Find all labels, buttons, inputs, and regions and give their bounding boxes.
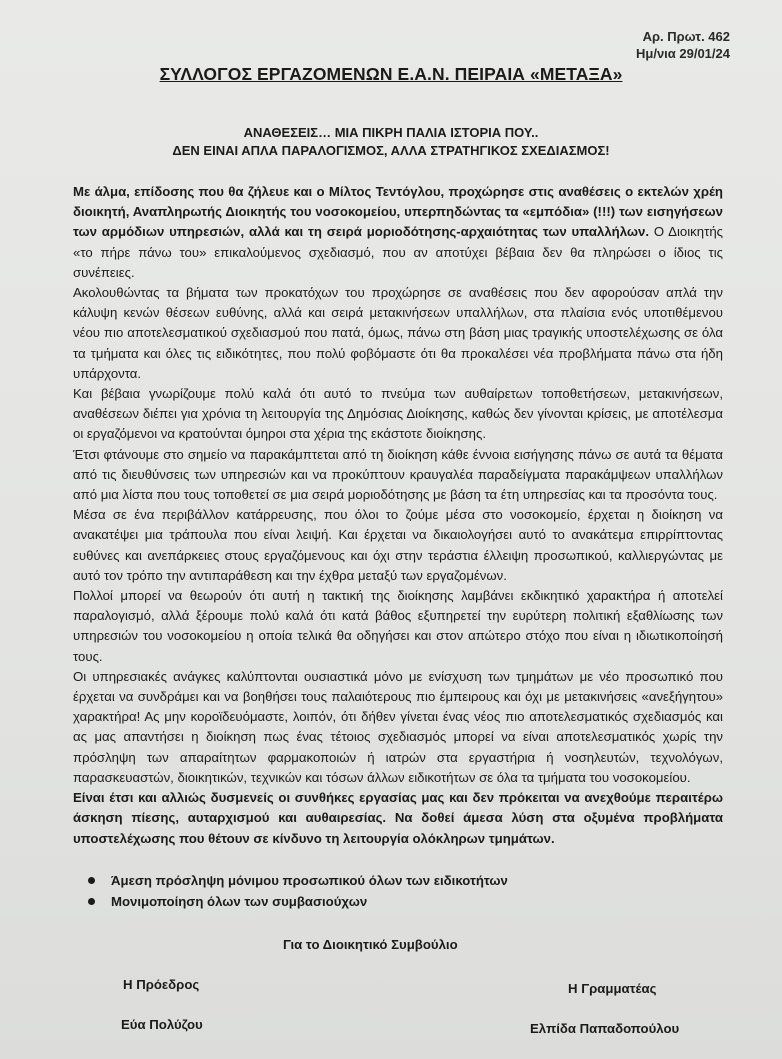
paragraph-intro <box>73 182 723 283</box>
headline-line-2: ΔΕΝ ΕΙΝΑΙ ΑΠΛΑ ΠΑΡΑΛΟΓΙΣΜΟΣ, ΑΛΛΑ ΣΤΡΑΤΗΓΙΚΟΣ ΣΧΕΔΙΑΣΜΟΣ! <box>172 143 610 158</box>
board-signature-heading: Για το Διοικητικό Συμβούλιο <box>283 937 458 952</box>
paragraph: Έτσι φτάνουμε στο σημείο να παρακάμπτεται από τη διοίκηση κάθε έννοια εισήγησης πάνω σε αυτά τα θέματα από τις διευθύνσεις των υπηρεσιών και να προκύπτουν κραυγαλέα παραδείγματα παρακάμψεων υπαλλήλων από μια λίστα που τους τοποθετεί σε μια σειρά μοριοδότησης με βάση τα έτη υπηρεσίας και τα προσόντα τους. <box>73 446 723 503</box>
list-item: Άμεση πρόσληψη μόνιμου προσωπικού όλων των ειδικοτήτων <box>88 871 508 892</box>
paragraph: Πολλοί μπορεί να θεωρούν ότι αυτή η τακτική της διοίκησης λαμβάνει εκδικητικό χαρακτήρα ή αποτελεί παραλογισμό, αλλά ξέρουμε πολύ καλά ότι κατά βάθος εξυπηρετεί την ευρύτερη πολιτική εξαθλίωσης των υπηρεσιών του νοσοκομείου η οποία τελικά θα οδηγήσει και στον απώτερο στόχο που είναι η ιδιωτικοποίησή τους. <box>73 588 723 664</box>
reference-block <box>636 28 730 62</box>
paragraph: Και βέβαια γνωρίζουμε πολύ καλά ότι αυτό το πνεύμα των αυθαίρετων τοποθετήσεων, μετακινήσεων, αναθέσεων διέπει για χρόνια τη λειτουργία της Δημόσιας Διοίκησης, καθώς δεν γίνονται κρίσεις, με αποτέλεσμα οι εργαζόμενοι να κρατούνται όμηροι στα χέρια της εκάστοτε διοίκησης. <box>73 386 723 442</box>
association-title: ΣΥΛΛΟΓΟΣ ΕΡΓΑΖΟΜΕΝΩΝ Ε.Α.Ν. ΠΕΙΡΑΙΑ «ΜΕΤΑΞΑ» <box>159 64 623 84</box>
president-role: Η Πρόεδρος <box>123 977 200 992</box>
list-item: Μονιμοποίηση όλων των συμβασιούχων <box>88 892 508 913</box>
paragraph: Οι υπηρεσιακές ανάγκες καλύπτονται ουσιαστικά μόνο με ενίσχυση των τμημάτων με νέο προσωπικό που έρχεται να συνδράμει και να βοηθήσει τους παλαιότερους πιο έμπειρους και όχι με μετακινήσεις «ανεξήγητου» χαρακτήρα! Ας μην κοροϊδευόμαστε, λοιπόν, ότι δήθεν γίνεται ένας νέος πιο αποτελεσματικός σχεδιασμός και ας μας απαντήσει η διοίκηση πως ένας τέτοιος σχεδιασμός μπορεί να είναι αποτελεσματικός χωρίς την πρόσληψη των απαραίτητων φαρμακοποιών ή ιατρών στα εργαστήρια ή νοσηλευτών, τεχνολόγων, παρασκευαστών, διοικητικών, τεχνικών και τόσων άλλων ειδικοτήτων σε όλα τα τμήματα του νοσοκομείου. <box>73 668 723 785</box>
document-body <box>73 182 723 849</box>
protocol-number: Αρ. Πρωτ. 462 <box>642 29 730 44</box>
demands-list <box>88 871 508 912</box>
document-date: Ημ/νια 29/01/24 <box>635 46 730 61</box>
headline-line-1: ΑΝΑΘΕΣΕΙΣ… ΜΙΑ ΠΙΚΡΗ ΠΑΛΙΑ ΙΣΤΟΡΙΑ ΠΟΥ.. <box>243 125 539 140</box>
president-name: Εύα Πολύζου <box>121 1017 203 1032</box>
paragraph: Ακολουθώντας τα βήματα των προκατόχων του προχώρησε σε αναθέσεις που δεν αφορούσαν απλά την κάλυψη κενών θέσεων ευθύνης, αλλά και σειρά μετακινήσεων υπαλλήλων, στα πλαίσια ενός υποτιθέμενου νέου πιο αποτελεσματικού σχεδιασμού που πατά, όμως, πάνω στη βάση μιας τραγικής υποστελέχωσης σε όλα τα τμήματα και όλες τις ειδικότητες, που πολύ φοβόμαστε ότι θα προκαλέσει νέα προβλήματα πάνω στα ήδη υπάρχοντα. <box>73 285 723 381</box>
paragraph: Μέσα σε ένα περιβάλλον κατάρρευσης, που όλοι το ζούμε μέσα στο νοσοκομείο, έρχεται η διοίκηση να ανακατέψει μια τράπουλα που είναι λειψή. Και έρχεται να δικαιολογήσει αυτό το ανακάτεμα επιρρίπτοντας ευθύνες και ανεπάρκειες στους εργαζόμενους και όχι στην τεράστια έλλειψη προσωπικού, καλλιεργώντας με αυτό τον τρόπο την αντιπαράθεση και την έχθρα μεταξύ των εργαζομένων. <box>73 507 723 583</box>
secretary-name: Ελπίδα Παπαδοπούλου <box>530 1021 680 1036</box>
paragraph-closing: Είναι έτσι και αλλιώς δυσμενείς οι συνθήκες εργασίας μας και δεν πρόκειται να ανεχθούμε περαιτέρω άσκηση πίεσης, αυταρχισμού και αυθαιρεσίας. Να δοθεί άμεσα λύση στα οξυμένα προβλήματα υποστελέχωσης που θέτουν σε κίνδυνο τη λειτουργία ολόκληρων τμημάτων. <box>73 790 723 846</box>
headline <box>0 124 782 160</box>
paragraph-intro-bold: Με άλμα, επίδοσης που θα ζήλευε και ο Μίλτος Τεντόγλου, προχώρησε στις αναθέσεις ο εκτελών χρέη διοικητή, Αναπληρωτής Διοικητής του νοσοκομείου, υπερπηδώντας τα «εμπόδια» (!!!) των εισηγήσεων των αρμόδιων υπηρεσιών, αλλά και τη σειρά μοριοδότησης-αρχαιότητας των υπαλλήλων. <box>73 184 723 240</box>
secretary-role: Η Γραμματέας <box>568 981 657 996</box>
paragraph-intro-text: Ο Διοικητής «το πήρε πάνω του» επικαλούμενος σχεδιασμό, που αν αποτύχει βέβαια δεν θα πληρώσει ο ίδιος τις συνέπειες. <box>73 224 724 280</box>
